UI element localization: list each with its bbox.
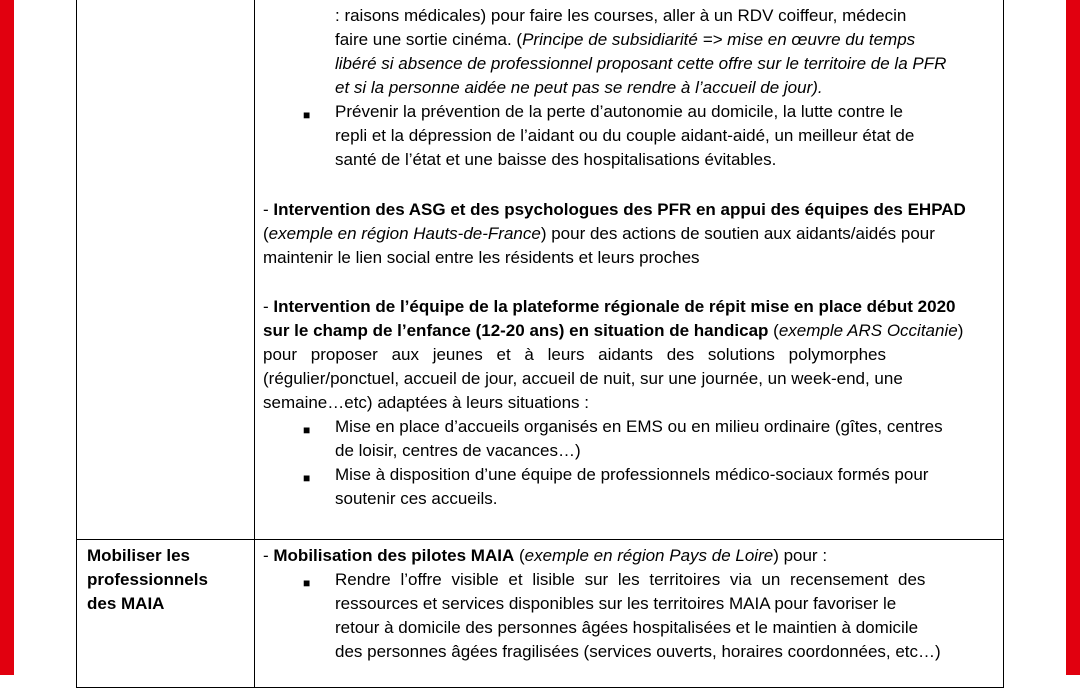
right-red-border bbox=[1066, 0, 1080, 675]
text-line: sur le champ de l’enfance (12-20 ans) en situation de handicap (exemple ARS Occitanie) bbox=[263, 321, 964, 340]
text-line: - Intervention de l’équipe de la plateforme régionale de répit mise en place début 2020 bbox=[263, 297, 956, 316]
text-line: - Intervention des ASG et des psychologues des PFR en appui des équipes des EHPAD bbox=[263, 200, 966, 219]
bullet-icon: ■ bbox=[303, 108, 311, 122]
text-line: Rendre l’offre visible et lisible sur les territoires via un recensement des bbox=[335, 570, 926, 589]
label-line: des MAIA bbox=[87, 594, 165, 613]
text-line: Mise à disposition d’une équipe de professionnels médico-sociaux formés pour bbox=[335, 465, 929, 484]
text-line: des personnes âgées fragilisées (services ouverts, horaires coordonnées, etc…) bbox=[335, 642, 941, 661]
row2-label bbox=[87, 544, 247, 616]
document-table bbox=[76, 0, 1004, 688]
text-line: ressources et services disponibles sur les territoires MAIA pour favoriser le bbox=[335, 594, 897, 613]
text-line: - Mobilisation des pilotes MAIA (exemple en région Pays de Loire) pour : bbox=[263, 546, 828, 565]
text-line: : raisons médicales) pour faire les courses, aller à un RDV coiffeur, médecin bbox=[335, 6, 907, 25]
text-line: faire une sortie cinéma. (Principe de subsidiarité => mise en œuvre du temps bbox=[335, 30, 916, 49]
bullet-icon: ■ bbox=[303, 471, 311, 485]
text-line: de loisir, centres de vacances…) bbox=[335, 441, 581, 460]
text-line: semaine…etc) adaptées à leurs situations : bbox=[263, 393, 590, 412]
text-line: retour à domicile des personnes âgées hospitalisées et le maintien à domicile bbox=[335, 618, 919, 637]
text-line: (exemple en région Hauts-de-France) pour des actions de soutien aux aidants/aidés pour bbox=[263, 224, 935, 243]
text-line: santé de l’état et une baisse des hospitalisations évitables. bbox=[335, 150, 777, 169]
text-line: (régulier/ponctuel, accueil de jour, accueil de nuit, sur une journée, un week-end, une bbox=[263, 369, 903, 388]
text-line: Prévenir la prévention de la perte d’autonomie au domicile, la lutte contre le bbox=[335, 102, 903, 121]
text-line: soutenir ces accueils. bbox=[335, 489, 498, 508]
column-divider bbox=[254, 0, 255, 687]
text-line: Mise en place d’accueils organisés en EMS ou en milieu ordinaire (gîtes, centres bbox=[335, 417, 943, 436]
text-line: pour proposer aux jeunes et à leurs aidants des solutions polymorphes bbox=[263, 345, 886, 364]
text-line: repli et la dépression de l’aidant ou du couple aidant-aidé, un meilleur état de bbox=[335, 126, 915, 145]
text-line: libéré si absence de professionnel proposant cette offre sur le territoire de la PFR bbox=[335, 54, 947, 73]
label-line: professionnels bbox=[87, 570, 208, 589]
text-line: maintenir le lien social entre les résidents et leurs proches bbox=[263, 248, 700, 267]
bullet-icon: ■ bbox=[303, 576, 311, 590]
text-line: et si la personne aidée ne peut pas se rendre à l’accueil de jour). bbox=[335, 78, 823, 97]
label-line: Mobiliser les bbox=[87, 546, 190, 565]
bullet-icon: ■ bbox=[303, 423, 311, 437]
row-divider bbox=[77, 539, 1003, 540]
left-red-border bbox=[0, 0, 14, 675]
